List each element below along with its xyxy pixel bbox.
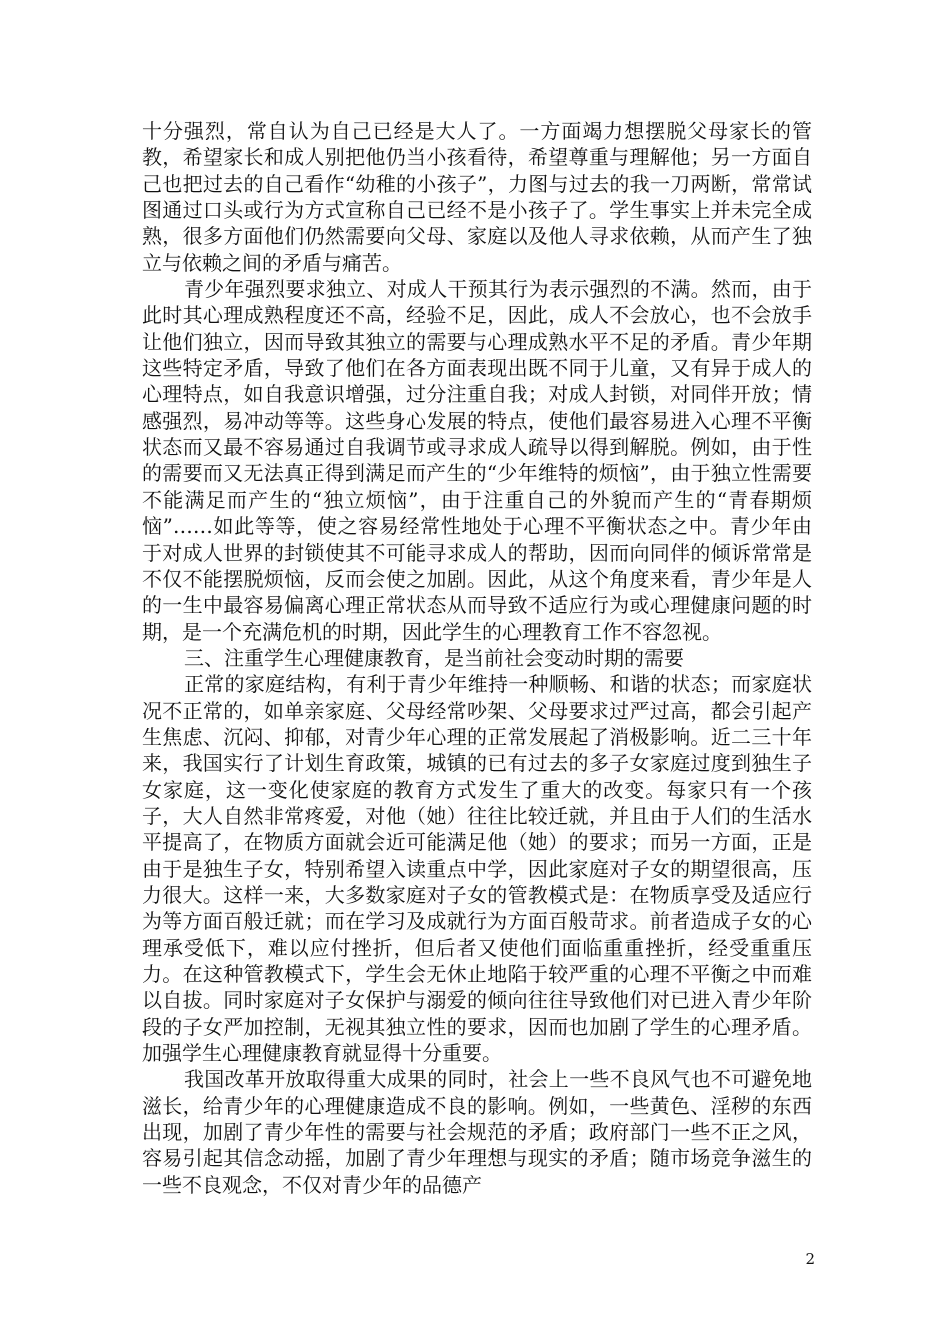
page-number: 2 — [805, 1250, 815, 1268]
section-heading: 三、注重学生心理健康教育，是当前社会变动时期的需要 — [184, 645, 684, 670]
paragraph: 我国改革开放取得重大成果的同时，社会上一些不良风气也不可避免地滋长，给青少年的心理健康造成不良的影响。例如，一些黄色、淫秽的东西出现，加剧了青少年性的需要与社会规范的矛盾；政府部门一些不正之风，容易引起其信念动摇，加剧了青少年理想与现实的矛盾；随市场竞争滋生的一些不良观念，不仅对青少年的品德产 — [142, 1067, 812, 1197]
document-body — [142, 118, 812, 1198]
paragraph: 正常的家庭结构，有利于青少年维持一种顺畅、和谐的状态；而家庭状况不正常的，如单亲家庭、父母经常吵架、父母要求过严过高，都会引起产生焦虑、沉闷、抑郁，对青少年心理的正常发展起了消极影响。近二三十年来，我国实行了计划生育政策，城镇的已有过去的多子女家庭过度到独生子女家庭，这一变化使家庭的教育方式发生了重大的改变。每家只有一个孩子，大人自然非常疼爱，对他（她）往往比较迁就，并且由于人们的生活水平提高了，在物质方面就会近可能满足他（她）的要求；而另一方面，正是由于是独生子女，特别希望入读重点中学，因此家庭对子女的期望很高，压力很大。这样一来，大多数家庭对子女的管教模式是：在物质享受及适应行为等方面百般迁就；而在学习及成就行为方面百般苛求。前者造成子女的心理承受低下，难以应付挫折，但后者又使他们面临重重挫折，经受重重压力。在这种管教模式下，学生会无休止地陷于较严重的心理不平衡之中而难以自拔。同时家庭对子女保护与溺爱的倾向往往导致他们对已进入青少年阶段的子女严加控制，无视其独立性的要求，因而也加剧了学生的心理矛盾。加强学生心理健康教育就显得十分重要。 — [142, 672, 812, 1066]
paragraph-continuation: 十分强烈，常自认为自己已经是大人了。一方面竭力想摆脱父母家长的管教，希望家长和成人别把他仍当小孩看待，希望尊重与理解他；另一方面自己也把过去的自己看作“幼稚的小孩子”，力图与过去的我一刀两断，常常试图通过口头或行为方式宣称自己已经不是小孩子了。学生事实上并未完全成熟，很多方面他们仍然需要向父母、家庭以及他人寻求依赖，从而产生了独立与依赖之间的矛盾与痛苦。 — [142, 119, 812, 275]
paragraph: 青少年强烈要求独立、对成人干预其行为表示强烈的不满。然而，由于此时其心理成熟程度还不高，经验不足，因此，成人不会放心，也不会放手让他们独立，因而导致其独立的需要与心理成熟水平不足的矛盾。青少年期这些特定矛盾，导致了他们在各方面表现出既不同于儿童，又有异于成人的心理特点，如自我意识增强，过分注重自我；对成人封锁，对同伴开放；情感强烈，易冲动等等。这些身心发展的特点，使他们最容易进入心理不平衡状态而又最不容易通过自我调节或寻求成人疏导以得到解脱。例如，由于性的需要而又无法真正得到满足而产生的“少年维特的烦恼”，由于独立性需要不能满足而产生的“独立烦恼”，由于注重自己的外貌而产生的“青春期烦恼”……如此等等，使之容易经常性地处于心理不平衡状态之中。青少年由于对成人世界的封锁使其不可能寻求成人的帮助，因而向同伴的倾诉常常是不仅不能摆脱烦恼，反而会使之加剧。因此，从这个角度来看，青少年是人的一生中最容易偏离心理正常状态从而导致不适应行为或心理健康问题的时期，是一个充满危机的时期，因此学生的心理教育工作不容忽视。 — [142, 277, 812, 644]
